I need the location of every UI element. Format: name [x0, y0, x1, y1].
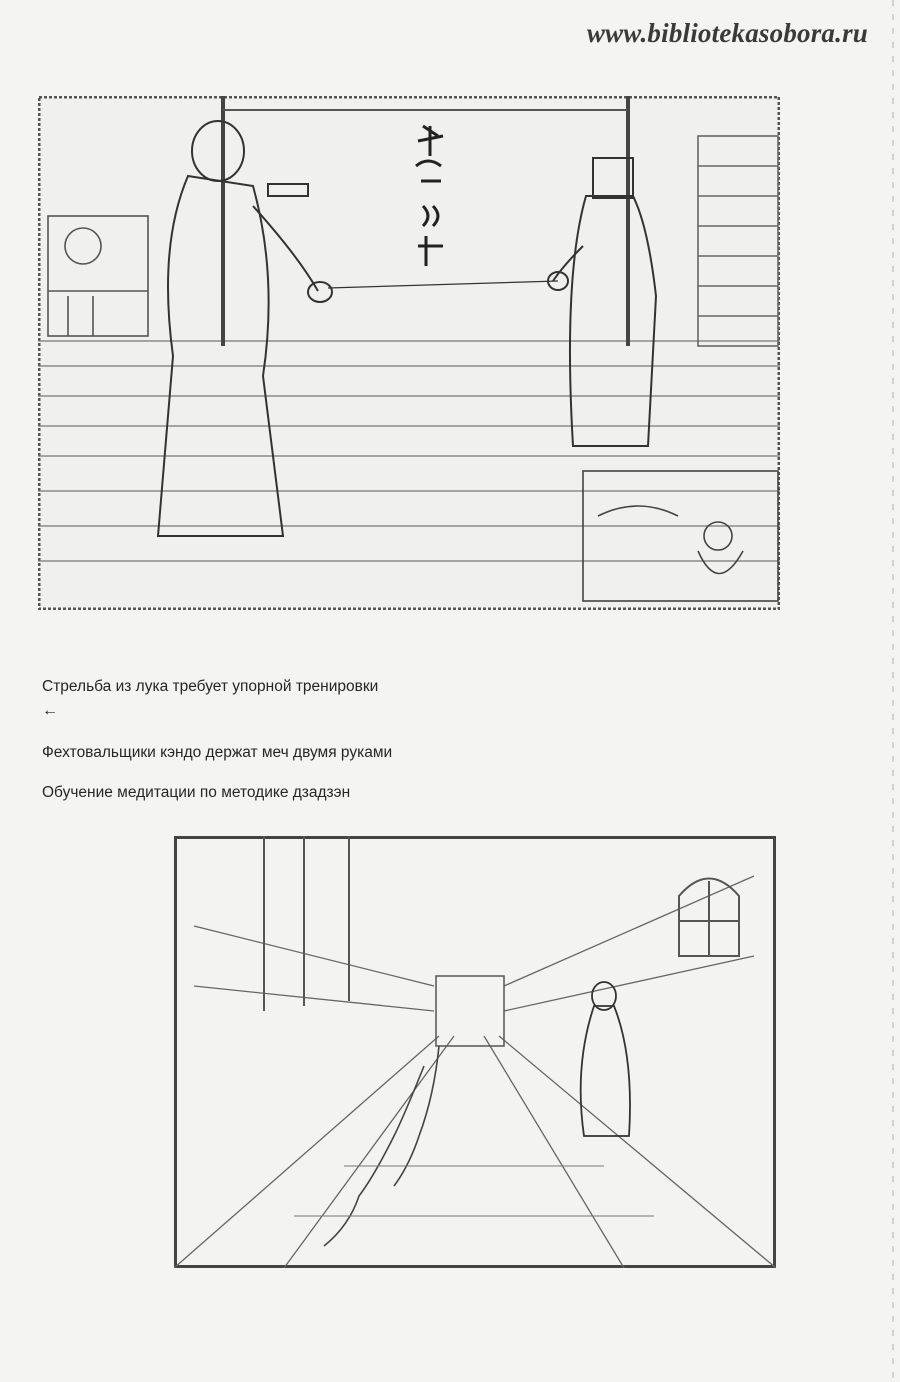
watermark-url: www.bibliotekasobora.ru: [586, 18, 868, 48]
page-edge-divider: [892, 0, 894, 1382]
kendo-illustration-icon: [38, 96, 780, 610]
caption-zazen: Обучение медитации по методике дзадзэн: [42, 784, 351, 801]
caption-kendo: Фехтовальщики кэндо держат меч двумя руками: [42, 744, 393, 761]
caption-archery: Стрельба из лука требует упорной тренировки: [42, 678, 379, 695]
meditation-hall-illustration-icon: [174, 836, 776, 1268]
arrow-left-icon: ←: [42, 702, 58, 719]
